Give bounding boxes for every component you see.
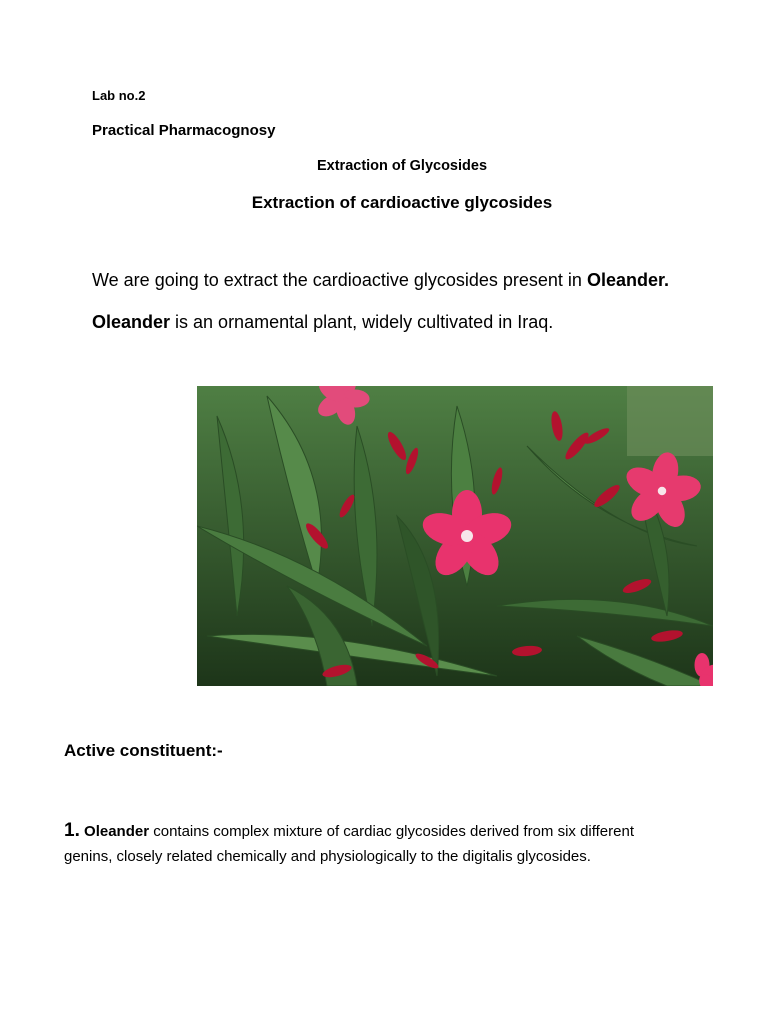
section-heading: Active constituent:- (64, 741, 223, 760)
intro-line-1-text: We are going to extract the cardioactive glycosides present in (92, 270, 587, 290)
oleander-photo (197, 386, 713, 686)
list-item-bold: Oleander (84, 823, 150, 840)
oleander-flower-photo-icon (197, 386, 713, 686)
intro-line-2 (92, 312, 553, 333)
lab-number: Lab no.2 (92, 88, 146, 103)
intro-line-2-text: is an ornamental plant, widely cultivated in Iraq. (170, 312, 554, 332)
intro-line-1-bold: Oleander. (586, 270, 669, 290)
document-subtitle: Extraction of Glycosides (316, 158, 488, 174)
list-item-text: contains complex mixture of cardiac glycosides derived from six different genins, closely related chemically and physiologically to the digitalis glycosides. (64, 823, 634, 865)
document-title: Extraction of cardioactive glycosides (251, 193, 553, 212)
intro-line-2-bold: Oleander (92, 312, 171, 332)
course-title: Practical Pharmacognosy (92, 122, 276, 139)
list-item (64, 818, 684, 869)
intro-line-1 (92, 270, 669, 291)
list-item-number: 1. (64, 820, 80, 841)
